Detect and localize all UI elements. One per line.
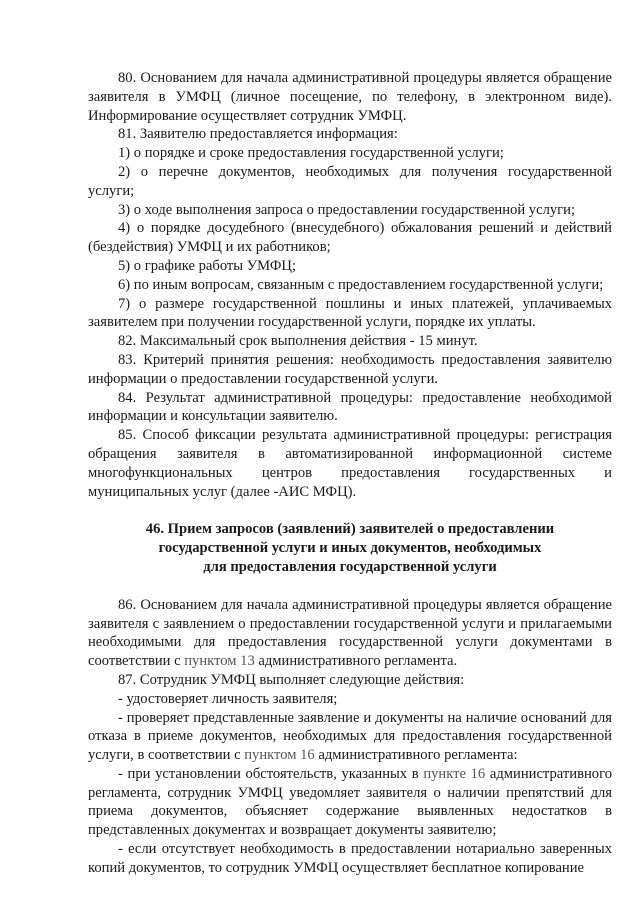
list-item-1: 1) о порядке и сроке предоставления государственной услуги; <box>118 145 504 162</box>
action-item-obstacles-text: - при установлении обстоятельств, указанных в <box>118 765 424 782</box>
action-item-obstacles <box>88 765 612 840</box>
paragraph-81: 81. Заявителю предоставляется информация: <box>118 126 398 143</box>
section-heading-line-3: для предоставления государственной услуги <box>203 558 497 575</box>
action-item-obstacles-text-end: административного регламента, сотрудник УМФЦ уведомляет заявителя о наличии препятствий для приема документов, объясняет содержание выявленных недостатков в представленных документах и возвращает документы заявителю; <box>88 765 612 839</box>
action-item-check-documents <box>88 709 612 765</box>
reference-link-point-16-b[interactable]: пункте 16 <box>423 765 486 782</box>
list-item-2: 2) о перечне документов, необходимых для получения государственной услуги; <box>88 163 612 199</box>
paragraph-86-text: 86. Основанием для начала административной процедуры является обращение заявителя с заявлением о предоставлении государственной услуги и прилагаемыми необходимыми для предоставления государственной услуги документами в соответствии с <box>88 596 612 670</box>
document-page <box>88 69 612 878</box>
paragraph-87: 87. Сотрудник УМФЦ выполняет следующие действия: <box>118 671 465 688</box>
action-item-check-text-end: административного регламента: <box>314 747 518 764</box>
action-item-identity: - удостоверяет личность заявителя; <box>118 690 338 707</box>
list-item-3: 3) о ходе выполнения запроса о предоставлении государственной услуги; <box>118 201 576 218</box>
action-item-check-text: - проверяет представленные заявление и документы на наличие оснований для отказа в приеме документов, необходимых для предоставления государственной услуги, в соответствии с <box>88 709 612 764</box>
paragraph-86 <box>88 596 612 671</box>
paragraph-80: 80. Основанием для начала административной процедуры является обращение заявителя в УМФЦ (личное посещение, по телефону, в электронном виде). Информирование осуществляет сотрудник УМФЦ. <box>88 70 612 124</box>
section-heading-line-1: 46. Прием запросов (заявлений) заявителей о предоставлении <box>145 521 555 538</box>
paragraph-86-text-end: административного регламента. <box>254 653 458 670</box>
list-item-6: 6) по иным вопросам, связанным с предоставлением государственной услуги; <box>118 276 604 293</box>
action-item-copies: - если отсутствует необходимость в предоставлении нотариально заверенных копий документов, то сотрудник УМФЦ осуществляет бесплатное копирование <box>88 841 612 876</box>
reference-link-point-16[interactable]: пунктом 16 <box>244 747 315 764</box>
paragraph-85: 85. Способ фиксации результата административной процедуры: регистрация обращения заявителя в автоматизированной информационной системе многофункциональных центров предоставления государственных и муниципальных услуг (далее -АИС МФЦ). <box>88 427 612 500</box>
section-heading <box>88 520 612 576</box>
list-item-7: 7) о размере государственной пошлины и иных платежей, уплачиваемых заявителем при получении государственной услуги, порядке их уплаты. <box>88 295 612 331</box>
reference-link-point-13[interactable]: пунктом 13 <box>184 653 255 670</box>
paragraph-84: 84. Результат административной процедуры: предоставление необходимой информации и консультации заявителю. <box>88 389 612 425</box>
paragraph-82: 82. Максимальный срок выполнения действия - 15 минут. <box>118 333 478 350</box>
paragraph-83: 83. Критерий принятия решения: необходимость предоставления заявителю информации о предоставлении государственной услуги. <box>88 351 612 387</box>
list-item-4: 4) о порядке досудебного (внесудебного) обжалования решений и действий (бездействия) УМФЦ и их работников; <box>88 220 612 256</box>
section-heading-line-2: государственной услуги и иных документов, необходимых <box>158 540 542 557</box>
list-item-5: 5) о графике работы УМФЦ; <box>118 257 297 274</box>
